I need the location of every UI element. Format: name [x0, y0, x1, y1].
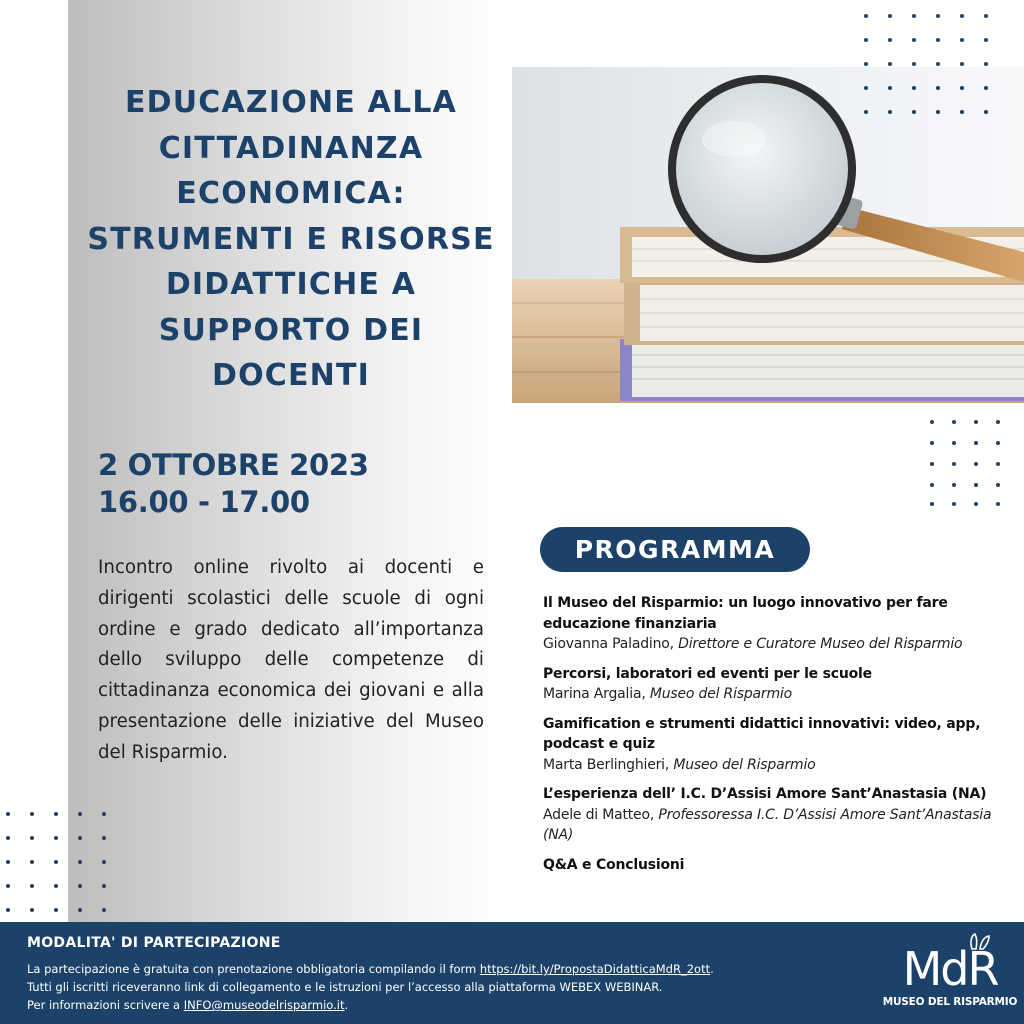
program-item-title: L’esperienza dell’ I.C. D’Assisi Amore Sant’Anastasia (NA): [543, 786, 987, 802]
footer-line-contact: [27, 996, 877, 1014]
footer: [0, 922, 1024, 1024]
speaker-role: Museo del Risparmio: [649, 686, 792, 702]
program-item-title: Gamification e strumenti didattici innovativi: video, app, podcast e quiz: [543, 715, 981, 752]
event-date: 2 OTTOBRE 2023: [98, 448, 369, 482]
speaker-role: Direttore e Curatore Museo del Risparmio: [678, 636, 963, 652]
footer-heading: MODALITA' DI PARTECIPAZIONE: [27, 935, 281, 951]
speaker-role: Professoressa I.C. D’Assisi Amore Sant’Anastasia (NA): [543, 806, 992, 843]
program-item-title: Percorsi, laboratori ed eventi per le scuole: [543, 665, 872, 682]
dot-grid-icon: [858, 10, 1008, 122]
program-item: [543, 664, 1003, 705]
program-item-speaker: [543, 755, 1003, 776]
logo-mark: MdR: [902, 942, 998, 996]
program-item-speaker: [543, 684, 1003, 705]
program-item-speaker: [543, 805, 1003, 846]
contact-end: .: [344, 998, 349, 1012]
program-item: [543, 593, 1003, 655]
page-title: EDUCAZIONE ALLA CITTADINANZA ECONOMICA: STRUMENTI E RISORSE DIDATTICHE A SUPPORTO DEI DOCENTI: [87, 85, 495, 393]
program-item: [543, 714, 1003, 776]
event-time: 16.00 - 17.00: [98, 485, 310, 519]
program-item-title: Il Museo del Risparmio: un luogo innovativo per fare educazione finanziaria: [543, 595, 948, 632]
footer-line-webex: Tutti gli iscritti riceveranno link di collegamento e le istruzioni per l’accesso alla piattaforma WEBEX WEBINAR.: [27, 980, 663, 994]
program-item: [543, 855, 1003, 876]
museo-logo: [880, 930, 1020, 1020]
speaker-name: Marina Argalia,: [543, 686, 650, 702]
speaker-name: Adele di Matteo,: [543, 806, 659, 823]
speaker-name: Marta Berlinghieri,: [543, 756, 674, 773]
logo-subtitle: MUSEO DEL RISPARMIO: [882, 996, 1018, 1008]
speaker-name: Giovanna Paladino,: [543, 636, 679, 652]
program-item-title: Q&A e Conclusioni: [543, 856, 685, 873]
dot-grid-icon: [0, 806, 124, 918]
program-item: [543, 784, 1003, 846]
registration-end: .: [710, 962, 714, 976]
contact-text: Per informazioni scrivere a: [27, 998, 184, 1012]
dot-grid-icon: [926, 418, 1018, 508]
contact-email-link[interactable]: INFO@museodelrisparmio.it: [183, 998, 345, 1012]
registration-form-link[interactable]: https://bit.ly/PropostaDidatticaMdR_2ott: [479, 962, 711, 976]
registration-text: La partecipazione è gratuita con prenotazione obbligatoria compilando il form: [27, 962, 480, 976]
footer-line-registration: [27, 960, 877, 978]
program-list: [543, 593, 1003, 884]
event-description: Incontro online rivolto ai docenti e dirigenti scolastici delle scuole di ogni ordine e grado dedicato all’importanza dello sviluppo delle competenze di cittadinanza economica dei giovani e alla presentazione delle iniziative del Museo del Risparmio.: [98, 557, 484, 763]
footer-info: [27, 960, 877, 1014]
programma-badge: PROGRAMMA: [540, 527, 810, 572]
program-item-speaker: [543, 634, 1003, 655]
speaker-role: Museo del Risparmio: [673, 756, 816, 773]
